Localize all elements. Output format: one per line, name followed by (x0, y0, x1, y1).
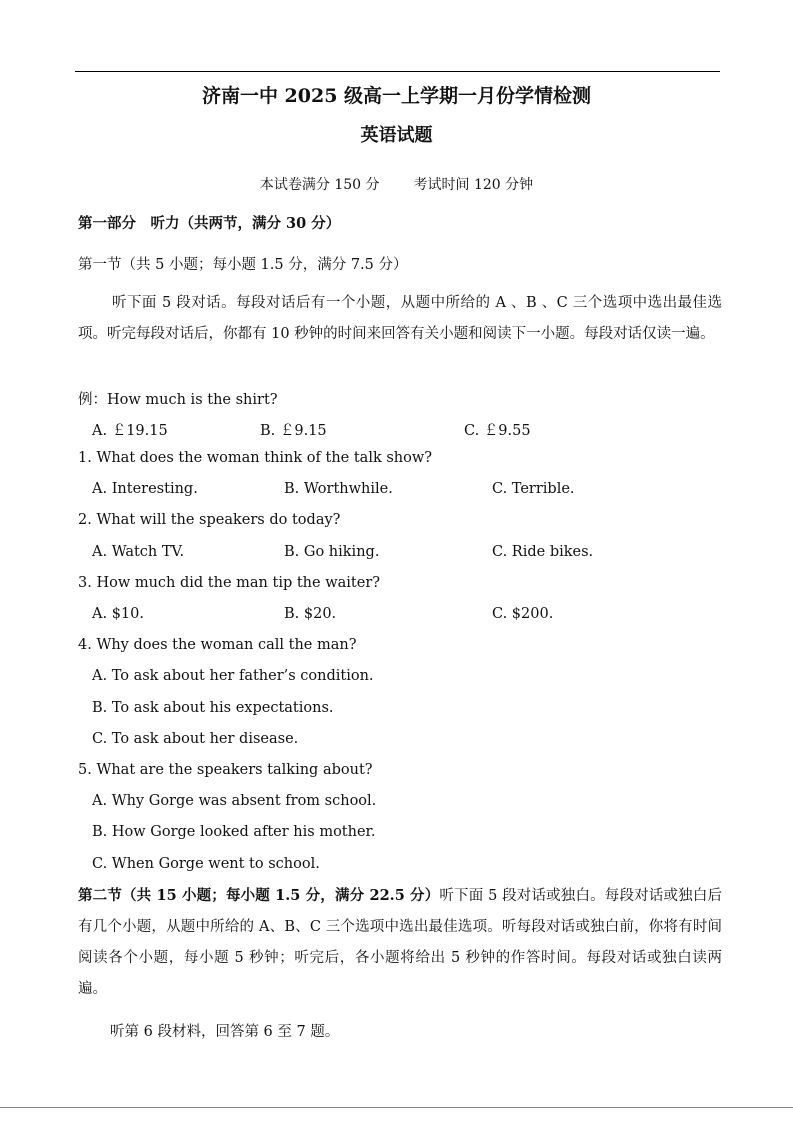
question-4-option-b: B. To ask about his expectations. (92, 700, 334, 716)
exam-info (0, 174, 793, 194)
question-3-stem: 3. How much did the man tip the waiter? (78, 575, 381, 591)
section2-instructions: 听下面 5 段对话或独白。每段对话或独白后有几个小题，从题中所给的 A、B、C 三个选项中选出最佳选项。听每段对话或独白前，你将有时间阅读各个小题，每小题 5 秒钟；听完后，各小题将给出 5 秒钟的作答时间。每段对话或独白读两遍。 (78, 888, 722, 997)
question-4-stem: 4. Why does the woman call the man? (78, 637, 357, 653)
question-4-option-c: C. To ask about her disease. (92, 731, 299, 747)
question-3-option-a: A. $10. (92, 606, 144, 622)
page-bottom-rule (0, 1107, 793, 1108)
full-marks: 本试卷满分 150 分 (259, 177, 380, 193)
time-limit: 考试时间 120 分钟 (413, 177, 534, 193)
question-2-option-a: A. Watch TV. (92, 544, 185, 560)
section1-heading: 第一节（共 5 小题；每小题 1.5 分，满分 7.5 分） (78, 257, 408, 273)
question-2-option-c: C. Ride bikes. (492, 544, 594, 560)
material-note: 听第 6 段材料，回答第 6 至 7 题。 (110, 1024, 340, 1040)
header-rule (75, 71, 720, 72)
subject-title: 英语试题 (360, 125, 433, 146)
question-1-stem: 1. What does the woman think of the talk show? (78, 450, 433, 466)
question-1-option-a: A. Interesting. (92, 481, 198, 497)
example-option-c: C. ￡9.55 (464, 423, 531, 439)
question-5-option-c: C. When Gorge went to school. (92, 856, 320, 872)
section2-block (78, 880, 722, 1005)
part1-heading: 第一部分 听力（共两节，满分 30 分） (78, 215, 341, 232)
section1-instructions: 听下面 5 段对话。每段对话后有一个小题，从题中所给的 A 、B 、C 三个选项中选出最佳选项。听完每段对话后，你都有 10 秒钟的时间来回答有关小题和阅读下一小题。每段对话仅读一遍。 (78, 295, 722, 342)
question-1-option-b: B. Worthwhile. (284, 481, 393, 497)
question-2-option-b: B. Go hiking. (284, 544, 380, 560)
exam-title: 济南一中 2025 级高一上学期一月份学情检测 (201, 85, 592, 107)
question-5-option-a: A. Why Gorge was absent from school. (92, 793, 377, 809)
question-3-option-b: B. $20. (284, 606, 337, 622)
question-1-option-c: C. Terrible. (492, 481, 575, 497)
example-question: 例：How much is the shirt? (78, 392, 278, 408)
question-5-option-b: B. How Gorge looked after his mother. (92, 824, 376, 840)
question-5-stem: 5. What are the speakers talking about? (78, 762, 373, 778)
example-option-a: A. ￡19.15 (92, 423, 168, 439)
question-4-option-a: A. To ask about her father’s condition. (92, 668, 374, 684)
example-option-b: B. ￡9.15 (260, 423, 327, 439)
question-2-stem: 2. What will the speakers do today? (78, 512, 341, 528)
question-3-option-c: C. $200. (492, 606, 554, 622)
section2-heading: 第二节（共 15 小题；每小题 1.5 分，满分 22.5 分） (78, 887, 440, 904)
